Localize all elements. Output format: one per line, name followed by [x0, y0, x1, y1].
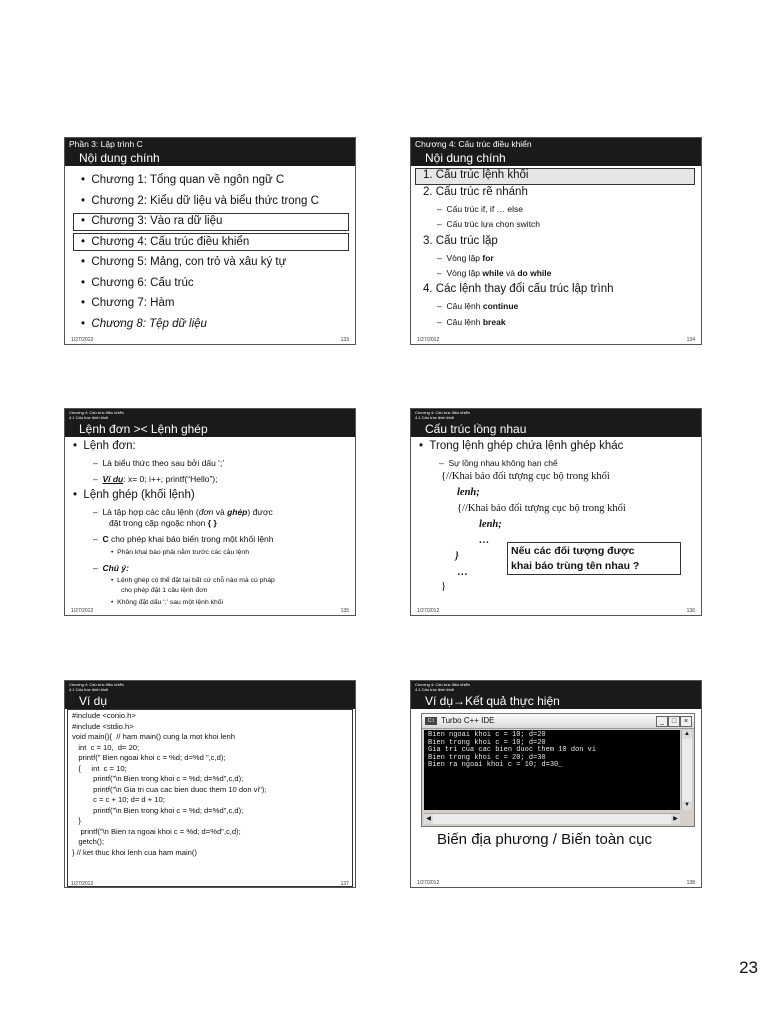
- outline-subitem: [437, 301, 518, 311]
- sub-subitem-text: Không đặt dấu ‘;’ sau một lệnh khối: [117, 599, 224, 606]
- code-line: void main(){ // ham main() cung la mot khoi lenh: [72, 732, 235, 741]
- slide-breadcrumb: [415, 682, 470, 692]
- chapter-item-label: Chương 5: Mảng, con trỏ và xâu ký tự: [91, 256, 287, 268]
- breadcrumb-section: 4.1 Cấu trúc lệnh khối: [415, 687, 454, 692]
- example-label: Ví dụ: [102, 474, 124, 484]
- subitem-text: Là tập hợp các câu lệnh (: [102, 507, 199, 517]
- console-line: Gia tri cua cac bien duoc them 10 don vi: [428, 746, 597, 755]
- slide-title: Nội dung chính: [79, 151, 160, 165]
- scroll-right-icon[interactable]: ▶: [671, 814, 680, 824]
- breadcrumb-section: 4.1 Cấu trúc lệnh khối: [415, 415, 454, 420]
- code-line: getch();: [72, 837, 105, 846]
- slide-header: [411, 409, 701, 437]
- subitem: – Là biểu thức theo sau bởi dấu ‘;’: [93, 458, 225, 468]
- bullet-item: • Trong lệnh ghép chứa lệnh ghép khác: [419, 440, 624, 452]
- bullet-marker: •: [81, 276, 86, 289]
- slide-date: 1/27/2012: [417, 880, 440, 886]
- chapter-item-label: Chương 6: Cấu trúc: [91, 276, 194, 289]
- outline-item-3: 3. Cấu trúc lặp: [423, 235, 498, 247]
- code-line: { int c = 10;: [72, 763, 127, 773]
- sub-subitem-continuation: cho phép đặt 1 câu lệnh đơn: [121, 587, 208, 594]
- slide-number: 137: [340, 881, 349, 887]
- outline-subitem: [437, 317, 506, 327]
- subitem-text: Vòng lặp: [446, 253, 483, 263]
- vertical-scrollbar[interactable]: [681, 730, 692, 810]
- subitem-text: Câu lệnh: [446, 317, 483, 327]
- code-line: int c = 10, d= 20;: [72, 742, 140, 752]
- subitem-text: đơn: [198, 507, 214, 517]
- subitem-text: Là biểu thức theo sau bởi dấu ‘;’: [102, 458, 225, 468]
- chapter-item: [81, 277, 194, 289]
- code-line: …: [479, 535, 490, 546]
- outline-subitem: [437, 219, 540, 229]
- code-line: lenh;: [479, 519, 502, 530]
- bullet-text: Lệnh ghép (khối lệnh): [83, 489, 195, 501]
- slide-135: [64, 408, 356, 616]
- dash-marker: –: [437, 253, 442, 263]
- bullet-marker: •: [81, 317, 86, 330]
- dash-marker: –: [437, 317, 442, 327]
- subitem-continuation: [109, 518, 217, 528]
- subitem: – C cho phép khai báo biến trong một khối lệnh: [93, 534, 274, 544]
- code-line: #include <stdio.h>: [72, 721, 134, 731]
- console-line: Bien trong khoi c = 20; d=30: [428, 753, 546, 762]
- chapter-item: [81, 174, 284, 186]
- code-line: printf("\n Gia tri cua cac bien duoc them 10 don vi");: [72, 784, 267, 794]
- keyword: break: [482, 317, 506, 327]
- breadcrumb-section: 4.1 Cấu trúc lệnh khối: [69, 415, 108, 420]
- keyword: for: [482, 253, 494, 263]
- slide-title: [425, 694, 560, 708]
- slide-footer: [71, 608, 349, 614]
- bullet-marker: •: [81, 215, 86, 227]
- slide-header: [411, 681, 701, 709]
- slide-body: [65, 437, 355, 605]
- slide-body: [65, 166, 355, 334]
- title-part: Ví dụ: [425, 694, 454, 708]
- horizontal-scrollbar[interactable]: [424, 813, 680, 824]
- slide-breadcrumb: [69, 410, 124, 420]
- dash-marker: –: [437, 219, 442, 229]
- chapter-item: [81, 236, 249, 248]
- chapter-item: [81, 195, 319, 207]
- code-line: c = c + 10; d= d + 10;: [72, 795, 165, 804]
- chapter-item-label: Chương 2: Kiểu dữ liệu và biểu thức trong C: [91, 194, 319, 207]
- scroll-up-icon[interactable]: ▲: [682, 730, 692, 739]
- subitem-text: Cấu trúc if, if … else: [446, 204, 523, 214]
- code-line: …: [457, 567, 468, 578]
- code-line: }: [72, 816, 81, 825]
- scroll-left-icon[interactable]: ◀: [424, 814, 433, 824]
- slide-title: Lệnh đơn >< Lệnh ghép: [79, 422, 208, 436]
- scroll-down-icon[interactable]: ▼: [682, 801, 692, 810]
- outline-item-2: 2. Cấu trúc rẽ nhánh: [423, 186, 528, 198]
- breadcrumb-chapter: Chương 4: Cấu trúc điều khiển: [69, 410, 124, 415]
- subitem-text: đặt trong cặp ngoặc nhọn: [109, 518, 208, 528]
- code-line: }: [441, 581, 447, 592]
- slide-breadcrumb: [69, 682, 124, 692]
- slide-date: 1/27/2012: [417, 608, 440, 614]
- arrow-right-icon: →: [453, 694, 466, 708]
- subitem-text: ) được: [247, 507, 273, 517]
- outline-item-1: 1. Cấu trúc lệnh khối: [423, 169, 529, 181]
- outline-subitem: [437, 268, 551, 278]
- subitem-text: : x= 0; i++; printf(“Hello”);: [123, 474, 218, 484]
- outline-item-4: 4. Các lệnh thay đổi cấu trúc lập trình: [423, 283, 614, 295]
- keyword: continue: [482, 301, 519, 311]
- page-number: 23: [739, 958, 758, 977]
- bullet-marker: •: [81, 235, 86, 248]
- slide-134: [410, 137, 702, 345]
- slide-footer: [71, 337, 349, 343]
- subitem-text: và: [213, 507, 228, 517]
- slide-footer: [417, 608, 695, 614]
- slide-header: [65, 138, 355, 166]
- chapter-item-label: Chương 1: Tổng quan về ngôn ngữ C: [91, 174, 285, 186]
- subitem-text: Cấu trúc lựa chọn switch: [446, 219, 541, 229]
- slide-136: [410, 408, 702, 616]
- code-line: {//Khai báo đối tượng cục bộ trong khối: [457, 503, 626, 514]
- bullet-marker: •: [81, 256, 86, 268]
- console-output: [424, 730, 680, 810]
- subitem-text: và: [503, 268, 518, 278]
- slide-header: [65, 681, 355, 709]
- slide-number: 138: [686, 880, 695, 886]
- note-label: Chú ý:: [102, 563, 129, 573]
- slide-date: 1/27/2012: [417, 337, 440, 343]
- chapter-item-label: Chương 7: Hàm: [91, 297, 175, 309]
- bullet-item: • Lệnh đơn:: [73, 440, 136, 452]
- code-listing: [67, 709, 353, 887]
- chapter-item-label: Chương 4: Cấu trúc điều khiển: [91, 235, 250, 248]
- dash-marker: –: [437, 268, 442, 278]
- code-line: lenh;: [457, 487, 480, 498]
- chapter-item: [81, 297, 174, 309]
- subitem-text: Vòng lặp: [446, 268, 483, 278]
- bullet-marker: •: [81, 174, 86, 186]
- outline-subitem: [437, 253, 494, 263]
- callout-line-1: Nếu các đối tượng được: [511, 545, 635, 557]
- outline-subitem: [437, 204, 523, 214]
- bullet-marker: •: [81, 297, 86, 309]
- callout-line-2: khai báo trùng tên nhau ?: [511, 560, 640, 572]
- dash-marker: –: [437, 301, 442, 311]
- subitem-text: Sự lồng nhau không hạn chế: [448, 458, 558, 468]
- breadcrumb-section: 4.1 Cấu trúc lệnh khối: [69, 687, 108, 692]
- minimize-button[interactable]: _: [656, 716, 668, 727]
- slide-header: [65, 409, 355, 437]
- code-line: printf(" Bien ngoai khoi c = %d; d=%d ",c,d);: [72, 753, 226, 762]
- slide-footer: [71, 881, 349, 887]
- breadcrumb-chapter: Chương 4: Cấu trúc điều khiển: [415, 410, 470, 415]
- console-line: Bien ngoai khoi c = 10; d=20: [428, 731, 546, 739]
- chapter-item: [81, 215, 222, 227]
- slide-number: 133: [340, 337, 349, 343]
- subitem: – Là tập hợp các câu lệnh (đơn và ghép) được: [93, 507, 273, 517]
- question-callout: [507, 542, 681, 575]
- bullet-text: Lệnh đơn:: [83, 440, 136, 452]
- sub-subitem: • Lệnh ghép có thể đặt tại bất cứ chỗ nào mà cú pháp: [111, 577, 275, 584]
- slide-body: [411, 437, 701, 605]
- window-title: Turbo C++ IDE: [441, 716, 495, 725]
- slide-footer: [417, 880, 695, 886]
- slide-header: [411, 138, 701, 166]
- subitem-text: Câu lệnh: [446, 301, 483, 311]
- keyword: do while: [517, 268, 552, 278]
- slide-date: 1/27/2012: [71, 881, 94, 887]
- keyword: while: [482, 268, 504, 278]
- slide-body: [65, 709, 355, 887]
- breadcrumb-chapter: Chương 4: Cấu trúc điều khiển: [415, 682, 470, 687]
- slide-138: [410, 680, 702, 888]
- bullet-text: Trong lệnh ghép chứa lệnh ghép khác: [429, 440, 624, 452]
- slide-date: 1/27/2012: [71, 337, 94, 343]
- slide-breadcrumb: Chương 4: Cấu trúc điều khiển: [415, 139, 532, 149]
- code-line: printf("\n Bien trong khoi c = %d; d=%d",c,d);: [72, 805, 244, 815]
- console-line: Bien ra ngoai khoi c = 10; d=30_: [428, 761, 563, 770]
- code-line: } // ket thuc khoi lenh cua ham main(): [72, 847, 197, 857]
- subitem: – Chú ý:: [93, 563, 129, 573]
- slide-number: 136: [686, 608, 695, 614]
- chapter-item: [81, 318, 207, 330]
- window-titlebar[interactable]: [422, 714, 694, 729]
- maximize-button[interactable]: □: [668, 716, 680, 727]
- code-line: }: [455, 551, 459, 562]
- keyword: C: [102, 534, 109, 544]
- subitem-text: cho phép khai báo biến trong một khối lệnh: [108, 534, 274, 544]
- slide-body: [411, 709, 701, 877]
- dash-marker: –: [437, 204, 442, 214]
- slide-date: 1/27/2012: [71, 608, 94, 614]
- bullet-item: • Lệnh ghép (khối lệnh): [73, 489, 195, 501]
- console-line: Bien trong khoi c = 10; d=20: [428, 738, 546, 747]
- close-button[interactable]: ×: [680, 716, 692, 727]
- slide-title: Ví dụ: [79, 694, 108, 708]
- code-line: {//Khai báo đối tượng cục bộ trong khối: [441, 471, 610, 482]
- sub-subitem-text: Phần khai báo phải nằm trước các câu lệnh: [117, 549, 249, 556]
- code-line: printf("\n Bien ra ngoai khoi c = %d; d=%d",c,d);: [72, 826, 241, 836]
- slide-caption: Biến địa phương / Biến toàn cục: [437, 831, 653, 848]
- slide-footer: [417, 337, 695, 343]
- subitem-text: ghép: [227, 507, 248, 517]
- chapter-item: [81, 256, 286, 268]
- slide-137: [64, 680, 356, 888]
- sub-subitem: • Phần khai báo phải nằm trước các câu lệnh: [111, 549, 249, 556]
- slide-title: Nội dung chính: [425, 151, 506, 165]
- subitem-text: { }: [207, 518, 217, 528]
- subitem: – Sự lồng nhau không hạn chế: [439, 458, 558, 468]
- chapter-item-label: Chương 8: Tệp dữ liệu: [91, 317, 207, 330]
- sub-subitem: • Không đặt dấu ‘;’ sau một lệnh khối: [111, 599, 224, 606]
- slide-133: [64, 137, 356, 345]
- breadcrumb-chapter: Chương 4: Cấu trúc điều khiển: [69, 682, 124, 687]
- sub-subitem-text: Lệnh ghép có thể đặt tại bất cứ chỗ nào mà cú pháp: [117, 577, 275, 584]
- ide-window: [421, 713, 695, 827]
- slide-number: 135: [340, 608, 349, 614]
- subitem: – Ví dụ: x= 0; i++; printf(“Hello”);: [93, 474, 218, 484]
- console-app-icon: C:\: [425, 717, 437, 725]
- code-line: printf("\n Bien trong khoi c = %d; d=%d",c,d);: [72, 774, 244, 783]
- chapter-item-label: Chương 3: Vào ra dữ liệu: [91, 215, 223, 227]
- slide-body: [411, 166, 701, 334]
- code-line: #include <conio.h>: [72, 711, 136, 720]
- title-part: Kết quả thực hiện: [465, 694, 560, 708]
- slide-title: Cấu trúc lồng nhau: [425, 422, 527, 436]
- slide-breadcrumb: Phần 3: Lập trình C: [69, 139, 143, 149]
- bullet-marker: •: [81, 194, 86, 207]
- slide-breadcrumb: [415, 410, 470, 420]
- slide-number: 134: [686, 337, 695, 343]
